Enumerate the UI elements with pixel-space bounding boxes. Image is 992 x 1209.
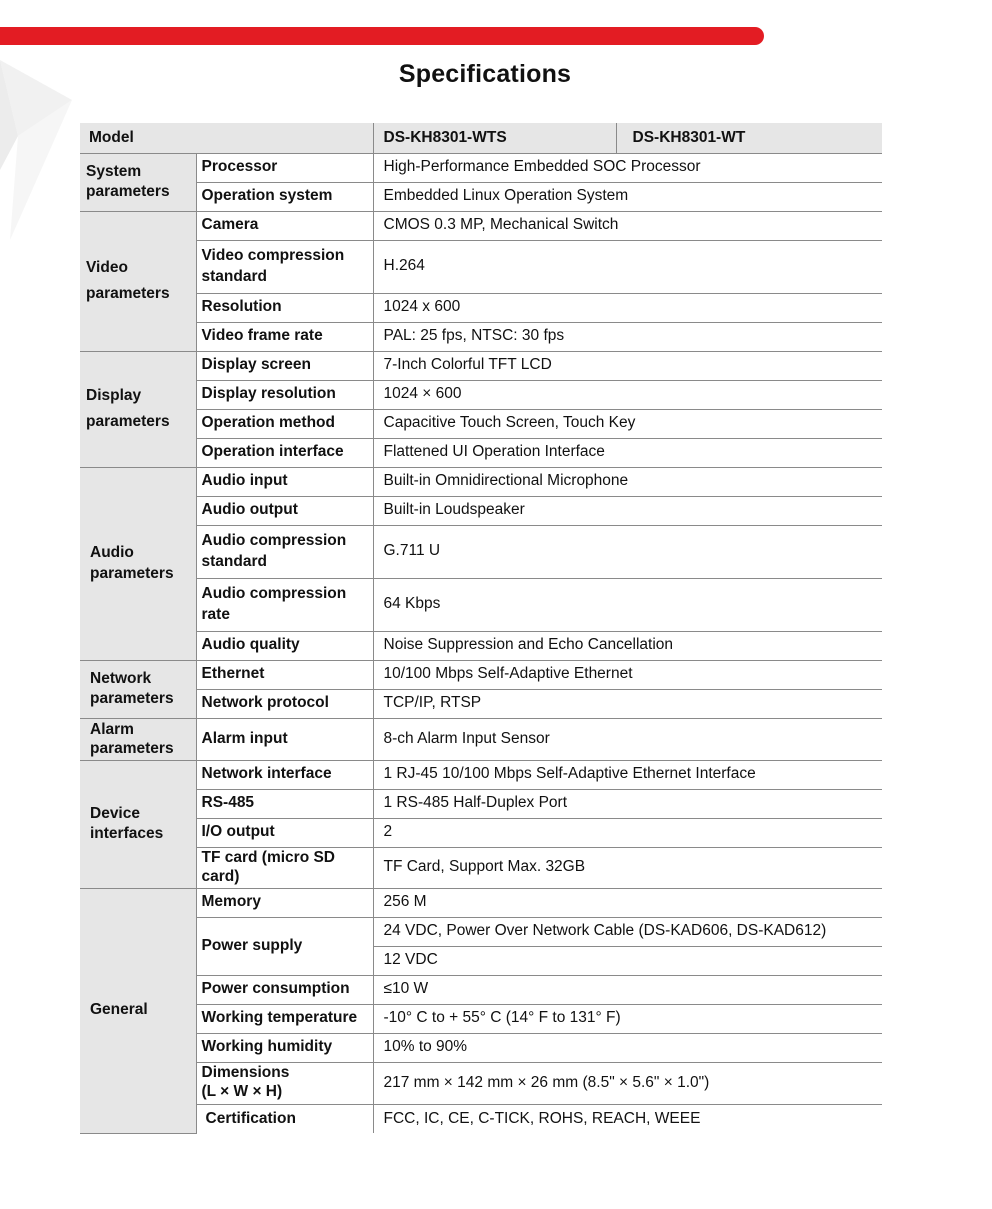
table-row [80,888,882,917]
table-row [80,1104,882,1133]
table-row [80,660,882,689]
param-value: 1 RS-485 Half-Duplex Port [373,789,882,818]
table-row [80,1062,882,1104]
param-label: Network protocol [196,689,373,718]
param-label: Power consumption [196,975,373,1004]
param-value: PAL: 25 fps, NTSC: 30 fps [373,322,882,351]
table-row [80,689,882,718]
param-label: Alarm input [196,718,373,760]
header-blank [196,123,373,153]
param-value: 10% to 90% [373,1033,882,1062]
param-value: 1024 x 600 [373,293,882,322]
param-label: Processor [196,153,373,182]
table-row [80,438,882,467]
category-audio: Audio parameters [80,467,196,660]
param-value: Noise Suppression and Echo Cancellation [373,631,882,660]
category-device: Device interfaces [80,760,196,888]
table-row [80,153,882,182]
param-value: 7-Inch Colorful TFT LCD [373,351,882,380]
table-row [80,631,882,660]
table-row [80,351,882,380]
param-value: 217 mm × 142 mm × 26 mm (8.5" × 5.6" × 1.0") [373,1062,882,1104]
param-value: 1024 × 600 [373,380,882,409]
param-value: Embedded Linux Operation System [373,182,882,211]
table-row [80,789,882,818]
table-row [80,182,882,211]
table-header-row [80,123,882,153]
param-label: Audio compression standard [196,525,373,578]
param-label: Video compression standard [196,240,373,293]
header-model-a: DS-KH8301-WTS [373,123,616,153]
param-label: Audio compression rate [196,578,373,631]
param-label: Video frame rate [196,322,373,351]
param-label: RS-485 [196,789,373,818]
param-value: -10° C to + 55° C (14° F to 131° F) [373,1004,882,1033]
param-label: Memory [196,888,373,917]
param-value: 256 M [373,888,882,917]
param-value: 2 [373,818,882,847]
param-label: I/O output [196,818,373,847]
param-value: 64 Kbps [373,578,882,631]
param-value: G.711 U [373,525,882,578]
category-display: Display parameters [80,351,196,467]
param-value: FCC, IC, CE, C-TICK, ROHS, REACH, WEEE [383,1109,701,1127]
category-alarm: Alarm parameters [80,718,196,760]
param-label: Operation method [196,409,373,438]
param-value: Flattened UI Operation Interface [373,438,882,467]
table-row [80,293,882,322]
specifications-table [80,123,882,1134]
param-value: 24 VDC, Power Over Network Cable (DS-KAD606, DS-KAD612) [373,917,882,946]
table-row [80,240,882,293]
page-title: Specifications [398,60,572,88]
param-label: Camera [196,211,373,240]
category-video: Video parameters [80,211,196,351]
table-row [80,975,882,1004]
table-row [80,211,882,240]
table-row [80,760,882,789]
param-label: Display screen [196,351,373,380]
table-row [80,1033,882,1062]
table-row [80,718,882,760]
param-label: Audio input [196,467,373,496]
param-label: Audio quality [196,631,373,660]
param-value: TCP/IP, RTSP [373,689,882,718]
param-value: 1 RJ-45 10/100 Mbps Self-Adaptive Ethernet Interface [373,760,882,789]
table-row [80,578,882,631]
table-row [80,1004,882,1033]
param-label: Display resolution [196,380,373,409]
param-label: Audio output [196,496,373,525]
table-row [80,917,882,946]
param-label: Resolution [196,293,373,322]
table-row [80,496,882,525]
param-label: Power supply [196,917,373,975]
header-model-b: DS-KH8301-WT [616,123,882,153]
param-value: 10/100 Mbps Self-Adaptive Ethernet [373,660,882,689]
param-value: Capacitive Touch Screen, Touch Key [373,409,882,438]
param-value: High-Performance Embedded SOC Processor [373,153,882,182]
param-label: Operation system [196,182,373,211]
table-row [80,467,882,496]
header-model: Model [80,123,196,153]
param-label: TF card (micro SD card) [196,847,373,888]
param-value: ≤10 W [373,975,882,1004]
param-label: Network interface [196,760,373,789]
param-value: Built-in Loudspeaker [373,496,882,525]
category-network: Network parameters [80,660,196,718]
param-value: 12 VDC [373,946,882,975]
param-label: Working temperature [196,1004,373,1033]
param-value: TF Card, Support Max. 32GB [373,847,882,888]
param-label: Operation interface [196,438,373,467]
header-red-bar [0,27,764,45]
table-row [80,380,882,409]
param-value: H.264 [373,240,882,293]
category-general: General [80,888,196,1133]
param-label: Ethernet [196,660,373,689]
param-value: 8-ch Alarm Input Sensor [373,718,882,760]
table-row [80,818,882,847]
table-row [80,525,882,578]
table-row [80,409,882,438]
param-label: Dimensions (L × W × H) [196,1062,373,1104]
table-row [80,322,882,351]
table-row [80,847,882,888]
param-value: CMOS 0.3 MP, Mechanical Switch [373,211,882,240]
param-label: Certification [196,1104,373,1133]
param-value: Built-in Omnidirectional Microphone [373,467,882,496]
category-system: System parameters [80,153,196,211]
param-label: Working humidity [196,1033,373,1062]
